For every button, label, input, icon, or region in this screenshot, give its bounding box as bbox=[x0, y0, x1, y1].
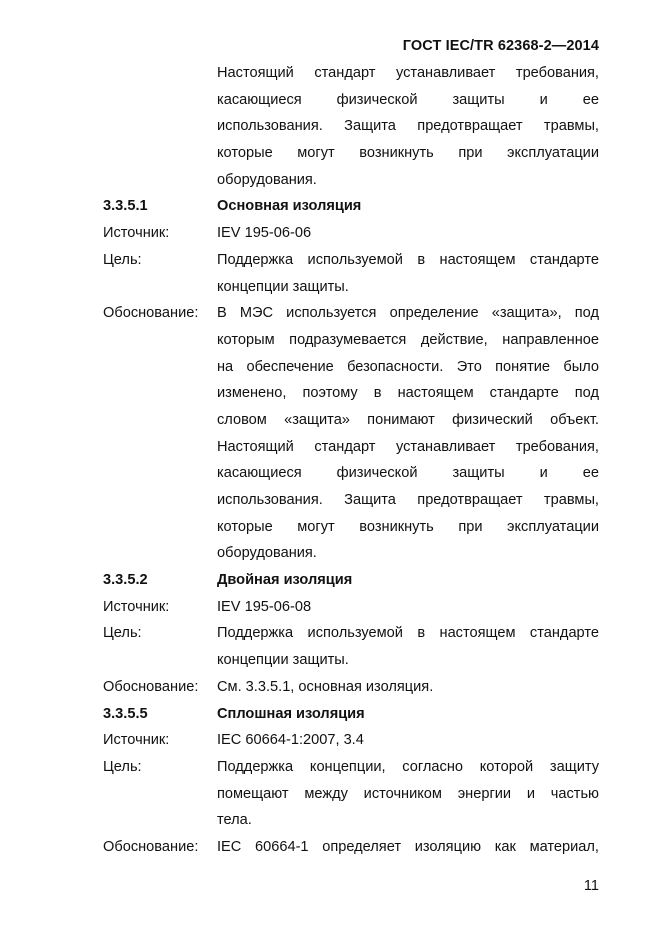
goal-row bbox=[103, 274, 599, 301]
section-number: 3.3.5.2 bbox=[103, 572, 148, 589]
source-value: IEC 60664-1:2007, 3.4 bbox=[217, 732, 364, 749]
goal-line: концепции защиты. bbox=[217, 278, 349, 295]
section-heading bbox=[103, 567, 599, 594]
reason-line: Настоящий стандарт устанавливает требования, bbox=[217, 438, 599, 455]
source-value: IEV 195-06-08 bbox=[217, 598, 312, 615]
text-line bbox=[103, 167, 599, 194]
goal-row bbox=[103, 647, 599, 674]
reason-label: Обоснование: bbox=[103, 838, 199, 855]
goal-row bbox=[103, 781, 599, 808]
goal-line: Поддержка концепции, согласно которой защиту bbox=[217, 758, 599, 775]
document-header: ГОСТ IEC/TR 62368-2—2014 bbox=[402, 38, 599, 54]
reason-line: которым подразумевается действие, направленное bbox=[217, 331, 599, 348]
reason-row bbox=[103, 460, 599, 487]
reason-line: касающиеся физической защиты и ее bbox=[217, 465, 599, 482]
intro-line: касающиеся физической защиты и ее bbox=[217, 91, 599, 108]
goal-line: Поддержка используемой в настоящем стандарте bbox=[217, 251, 599, 268]
reason-row bbox=[103, 487, 599, 514]
page-number: 11 bbox=[583, 878, 599, 894]
reason-line: словом «защита» понимают физический объект. bbox=[217, 411, 599, 428]
goal-line: тела. bbox=[217, 812, 252, 829]
section-number: 3.3.5.1 bbox=[103, 198, 148, 215]
intro-line: использования. Защита предотвращает травмы, bbox=[217, 118, 599, 135]
reason-label: Обоснование: bbox=[103, 305, 199, 322]
reason-line: которые могут возникнуть при эксплуатации bbox=[217, 518, 599, 535]
reason-row bbox=[103, 674, 599, 701]
text-line bbox=[103, 140, 599, 167]
source-label: Источник: bbox=[103, 598, 170, 615]
intro-line: Настоящий стандарт устанавливает требования, bbox=[217, 65, 599, 81]
intro-line: оборудования. bbox=[217, 171, 317, 188]
section-title: Основная изоляция bbox=[217, 198, 362, 215]
reason-row bbox=[103, 407, 599, 434]
section-number: 3.3.5.5 bbox=[103, 705, 148, 722]
section-title: Двойная изоляция bbox=[217, 572, 353, 589]
text-line bbox=[103, 113, 599, 140]
source-label: Источник: bbox=[103, 225, 170, 242]
reason-line: IEC 60664-1 определяет изоляцию как материал, bbox=[217, 838, 599, 855]
source-row bbox=[103, 220, 599, 247]
reason-row bbox=[103, 327, 599, 354]
reason-row bbox=[103, 380, 599, 407]
goal-line: концепции защиты. bbox=[217, 652, 349, 669]
reason-row bbox=[103, 540, 599, 567]
reason-row bbox=[103, 514, 599, 541]
goal-row bbox=[103, 247, 599, 274]
reason-line: В МЭС используется определение «защита», под bbox=[217, 305, 599, 322]
reason-line: использования. Защита предотвращает травмы, bbox=[217, 492, 599, 508]
reason-label: Обоснование: bbox=[103, 678, 199, 695]
reason-line: на обеспечение безопасности. Это понятие было bbox=[217, 358, 599, 375]
source-row bbox=[103, 727, 599, 754]
text-line bbox=[103, 87, 599, 114]
goal-line: Поддержка используемой в настоящем стандарте bbox=[217, 625, 599, 642]
goal-label: Цель: bbox=[103, 251, 142, 268]
reason-line: См. 3.3.5.1, основная изоляция. bbox=[217, 678, 434, 695]
goal-row bbox=[103, 620, 599, 647]
reason-line: оборудования. bbox=[217, 545, 317, 562]
source-row bbox=[103, 594, 599, 621]
reason-line: изменено, поэтому в настоящем стандарте под bbox=[217, 385, 599, 402]
source-value: IEV 195-06-06 bbox=[217, 225, 312, 242]
document-body bbox=[103, 60, 599, 861]
section-heading bbox=[103, 701, 599, 728]
reason-row bbox=[103, 300, 599, 327]
text-line bbox=[103, 60, 599, 87]
goal-label: Цель: bbox=[103, 758, 142, 775]
reason-row bbox=[103, 354, 599, 381]
goal-line: помещают между источником энергии и частью bbox=[217, 785, 599, 802]
reason-row bbox=[103, 834, 599, 861]
section-heading bbox=[103, 193, 599, 220]
goal-row bbox=[103, 754, 599, 781]
goal-label: Цель: bbox=[103, 625, 142, 642]
section-title: Сплошная изоляция bbox=[217, 705, 365, 722]
reason-row bbox=[103, 434, 599, 461]
source-label: Источник: bbox=[103, 732, 170, 749]
intro-line: которые могут возникнуть при эксплуатации bbox=[217, 145, 599, 162]
goal-row bbox=[103, 807, 599, 834]
